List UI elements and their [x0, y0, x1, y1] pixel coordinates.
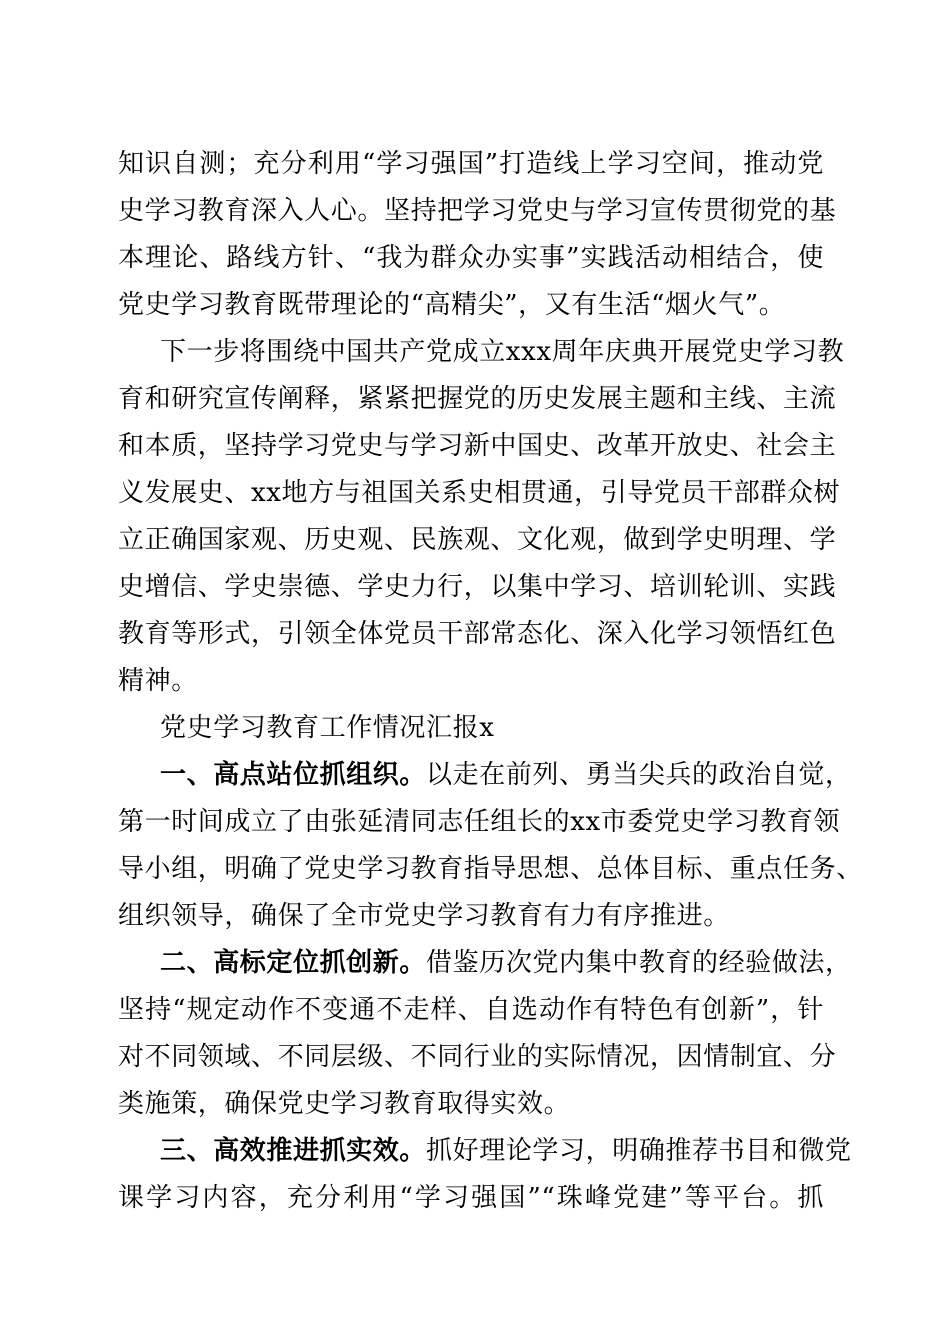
body-line: 史学习教育深入人心。坚持把学习党史与学习宣传贯彻党的基 [118, 196, 837, 226]
section-3-heading: 三、高效推进抓实效。 [160, 1136, 427, 1166]
body-line: 教育等形式，引领全体党员干部常态化、深入化学习领悟红色 [118, 619, 837, 649]
section-2-first-line [118, 940, 852, 987]
body-line: 党史学习教育既带理论的“高精尖”，又有生活“烟火气”。 [118, 290, 786, 320]
body-line: 导小组，明确了党史学习教育指导思想、总体目标、重点任务、 [118, 854, 863, 884]
section-2-heading: 二、高标定位抓创新。 [160, 948, 427, 978]
body-line: 组织领导，确保了全市党史学习教育有力有序推进。 [118, 901, 730, 931]
body-line: 和本质，坚持学习党史与学习新中国史、改革开放史、社会主 [118, 431, 837, 461]
section-1-heading: 一、高点站位抓组织。 [160, 760, 427, 790]
report-title: 党史学习教育工作情况汇报x [160, 713, 495, 743]
body-line: 坚持“规定动作不变通不走样、自选动作有特色有创新”，针 [118, 995, 824, 1025]
section-3-lead: 抓好理论学习，明确推荐书目和微党 [426, 1136, 852, 1166]
body-line: 第一时间成立了由张延清同志任组长的xx市委党史学习教育领 [118, 807, 841, 837]
section-1-first-line [118, 752, 852, 799]
body-line: 本理论、路线方针、“我为群众办实事”实践活动相结合，使 [118, 243, 824, 273]
section-2-lead: 借鉴历次党内集中教育的经验做法， [426, 948, 852, 978]
body-line: 对不同领域、不同层级、不同行业的实际情况，因情制宜、分 [118, 1042, 837, 1072]
body-line: 类施策，确保党史学习教育取得实效。 [118, 1089, 571, 1119]
body-line: 义发展史、xx地方与祖国关系史相贯通，引导党员干部群众树 [118, 478, 841, 508]
body-line: 知识自测；充分利用“学习强国”打造线上学习空间，推动党 [118, 149, 824, 179]
body-line: 立正确国家观、历史观、民族观、文化观，做到学史明理、学 [118, 525, 837, 555]
section-1-lead: 以走在前列、勇当尖兵的政治自觉， [426, 760, 852, 790]
body-line: 课学习内容，充分利用“学习强国”“珠峰党建”等平台。抓 [118, 1183, 824, 1213]
section-3-first-line [118, 1128, 852, 1175]
body-line: 育和研究宣传阐释，紧紧把握党的历史发展主题和主线、主流 [118, 384, 837, 414]
body-line: 史增信、学史崇德、学史力行，以集中学习、培训轮训、实践 [118, 572, 837, 602]
document-page [118, 141, 863, 1222]
body-line: 精神。 [118, 666, 198, 696]
body-line: 下一步将围绕中国共产党成立xxx周年庆典开展党史学习教 [160, 337, 845, 367]
